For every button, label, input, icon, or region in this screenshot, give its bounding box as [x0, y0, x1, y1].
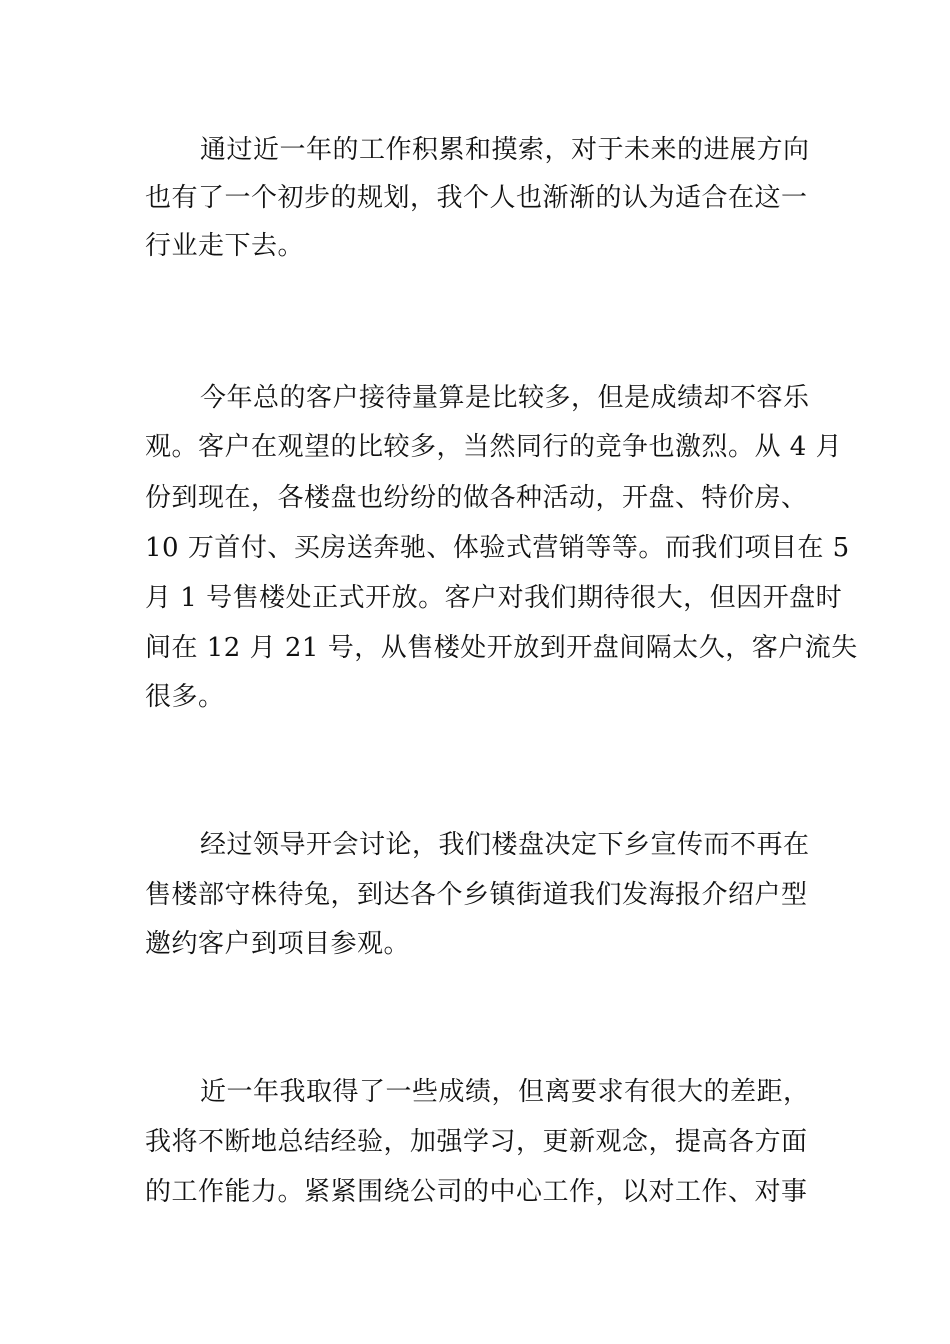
paragraph-line: 很多。: [145, 682, 225, 712]
paragraph-line: 的工作能力。紧紧围绕公司的中心工作，以对工作、对事: [145, 1177, 808, 1207]
paragraph-line: 今年总的客户接待量算是比较多，但是成绩却不容乐: [200, 383, 810, 413]
paragraph-line: 间在 12 月 21 号，从售楼处开放到开盘间隔太久，客户流失: [145, 633, 858, 663]
paragraph-line: 观。客户在观望的比较多，当然同行的竞争也激烈。从 4 月: [145, 432, 843, 462]
paragraph-line: 行业走下去。: [145, 231, 305, 261]
paragraph-line: 近一年我取得了一些成绩，但离要求有很大的差距，: [200, 1077, 810, 1107]
paragraph-line: 邀约客户到项目参观。: [145, 929, 411, 959]
paragraph-line: 我将不断地总结经验，加强学习，更新观念，提高各方面: [145, 1127, 808, 1157]
paragraph-line: 通过近一年的工作积累和摸索，对于未来的进展方向: [200, 135, 810, 165]
paragraph-line: 10 万首付、买房送奔驰、体验式营销等等。而我们项目在 5: [145, 533, 850, 563]
paragraph-line: 售楼部守株待兔，到达各个乡镇街道我们发海报介绍户型: [145, 880, 808, 910]
paragraph-line: 也有了一个初步的规划，我个人也渐渐的认为适合在这一: [145, 183, 808, 213]
paragraph-line: 份到现在，各楼盘也纷纷的做各种活动，开盘、特价房、: [145, 483, 808, 513]
paragraph-line: 经过领导开会讨论，我们楼盘决定下乡宣传而不再在: [200, 830, 810, 860]
paragraph-line: 月 1 号售楼处正式开放。客户对我们期待很大，但因开盘时: [145, 583, 843, 613]
